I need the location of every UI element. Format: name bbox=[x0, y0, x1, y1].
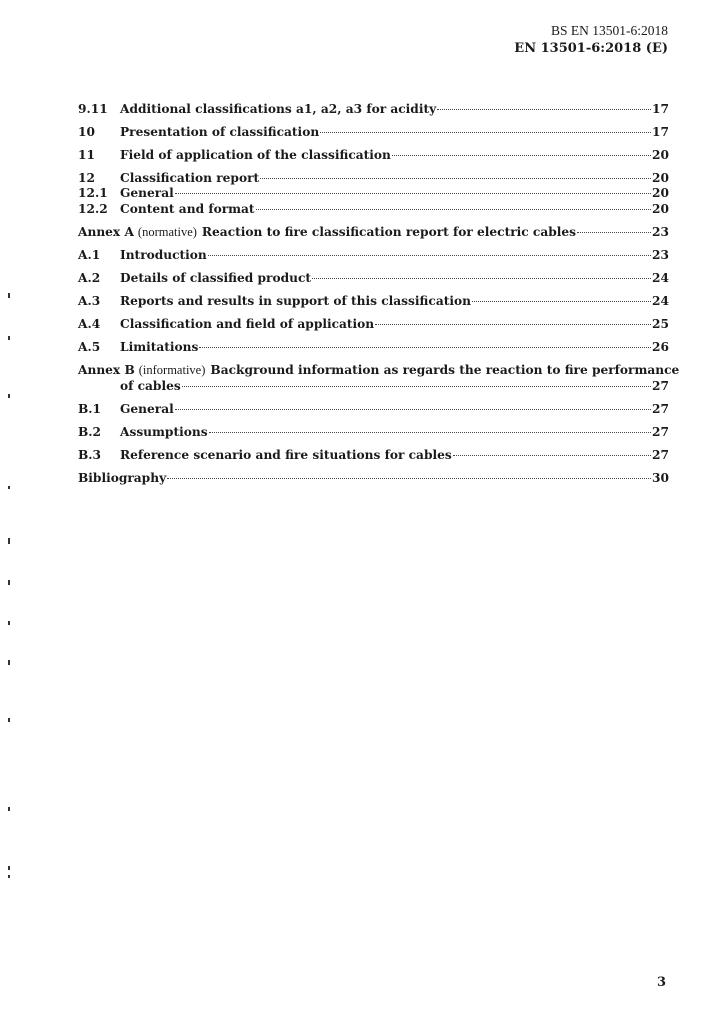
toc-page: 26 bbox=[652, 340, 669, 354]
scan-mark bbox=[8, 293, 10, 298]
toc-number: 10 bbox=[78, 125, 95, 139]
toc-number: A.3 bbox=[78, 294, 101, 308]
toc-entry-b-2[interactable] bbox=[78, 423, 669, 441]
standard-number-european: EN 13501-6:2018 (E) bbox=[514, 41, 668, 56]
toc-entry-annex-b-continued[interactable] bbox=[78, 377, 669, 395]
toc-page: 24 bbox=[652, 271, 669, 285]
toc-title: Assumptions bbox=[120, 425, 208, 439]
toc-title: Reports and results in support of this classification bbox=[120, 294, 471, 308]
annex-kind: (informative) bbox=[138, 363, 206, 377]
leader-dots bbox=[199, 346, 651, 348]
leader-dots bbox=[453, 454, 651, 456]
toc-number: B.1 bbox=[78, 402, 102, 416]
toc-title: Classification report bbox=[120, 171, 260, 185]
leader-dots bbox=[175, 192, 651, 194]
leader-dots bbox=[209, 431, 651, 433]
toc-entry-a-2[interactable] bbox=[78, 269, 669, 287]
toc-title: General bbox=[120, 402, 174, 416]
toc-title: Limitations bbox=[120, 340, 199, 354]
toc-page: 20 bbox=[652, 202, 669, 216]
scan-mark bbox=[8, 718, 10, 722]
toc-page: 25 bbox=[652, 317, 669, 331]
toc-page: 23 bbox=[652, 225, 669, 239]
page-header bbox=[514, 22, 668, 58]
toc-page: 24 bbox=[652, 294, 669, 308]
toc-page: 27 bbox=[652, 402, 669, 416]
leader-dots bbox=[175, 408, 651, 410]
leader-dots bbox=[577, 231, 651, 233]
toc-entry-annex-a[interactable] bbox=[78, 223, 669, 241]
scan-mark bbox=[8, 486, 10, 489]
toc-title: Presentation of classification bbox=[120, 125, 320, 139]
toc-title: Bibliography bbox=[78, 471, 167, 485]
toc-entry-a-4[interactable] bbox=[78, 315, 669, 333]
toc-title: General bbox=[120, 186, 174, 200]
page-number: 3 bbox=[656, 975, 666, 990]
scan-mark bbox=[8, 660, 10, 665]
toc-number: 9.11 bbox=[78, 102, 108, 116]
leader-dots bbox=[256, 208, 651, 210]
leader-dots bbox=[182, 385, 651, 387]
annex-kind: (normative) bbox=[137, 225, 197, 239]
scan-mark bbox=[8, 866, 10, 870]
leader-dots bbox=[208, 254, 651, 256]
toc-page: 17 bbox=[652, 125, 669, 139]
leader-dots bbox=[437, 108, 651, 110]
toc-page: 27 bbox=[652, 425, 669, 439]
toc-page: 27 bbox=[652, 379, 669, 393]
toc-title: Background information as regards the reaction to fire performance bbox=[210, 363, 680, 377]
toc-number: B.2 bbox=[78, 425, 102, 439]
leader-dots bbox=[320, 131, 651, 133]
toc-entry-9-11[interactable] bbox=[78, 100, 669, 118]
toc-page: 23 bbox=[652, 248, 669, 262]
leader-dots bbox=[312, 277, 651, 279]
scan-mark bbox=[8, 621, 10, 625]
scan-mark bbox=[8, 336, 10, 340]
toc-entry-10[interactable] bbox=[78, 123, 669, 141]
toc-number: A.5 bbox=[78, 340, 101, 354]
toc-number: 12.1 bbox=[78, 186, 108, 200]
leader-dots bbox=[375, 323, 651, 325]
leader-dots bbox=[260, 177, 651, 179]
annex-label: Annex A bbox=[78, 225, 134, 239]
scan-mark bbox=[8, 580, 10, 585]
toc-entry-a-1[interactable] bbox=[78, 246, 669, 264]
toc-title: Details of classified product bbox=[120, 271, 312, 285]
toc-page: 20 bbox=[652, 148, 669, 162]
scan-mark bbox=[8, 538, 10, 544]
toc-number: 11 bbox=[78, 148, 95, 162]
scan-mark bbox=[8, 875, 10, 878]
toc-title: Reference scenario and fire situations for cables bbox=[120, 448, 452, 462]
toc-title: Introduction bbox=[120, 248, 207, 262]
toc-title: Classification and field of application bbox=[120, 317, 375, 331]
toc-entry-bibliography[interactable] bbox=[78, 469, 669, 487]
standard-number: BS EN 13501-6:2018 bbox=[550, 23, 668, 38]
toc-page: 20 bbox=[652, 186, 669, 200]
toc-number: A.1 bbox=[78, 248, 101, 262]
leader-dots bbox=[392, 154, 651, 156]
toc-title: Content and format bbox=[120, 202, 255, 216]
toc-page: 30 bbox=[652, 471, 669, 485]
annex-label: Annex B bbox=[78, 363, 135, 377]
toc-page: 17 bbox=[652, 102, 669, 116]
toc-number: 12.2 bbox=[78, 202, 108, 216]
leader-dots bbox=[472, 300, 651, 302]
toc-number: A.2 bbox=[78, 271, 101, 285]
toc-number: 12 bbox=[78, 171, 95, 185]
toc-page: 20 bbox=[652, 171, 669, 185]
toc-entry-b-1[interactable] bbox=[78, 400, 669, 418]
toc-title: Reaction to fire classification report for electric cables bbox=[201, 225, 577, 239]
toc-number: A.4 bbox=[78, 317, 101, 331]
toc-entry-a-3[interactable] bbox=[78, 292, 669, 310]
toc-title: Field of application of the classification bbox=[120, 148, 391, 162]
scan-mark bbox=[8, 807, 10, 811]
toc-title: Additional classifications a1, a2, a3 for acidity bbox=[120, 102, 437, 116]
scan-mark bbox=[8, 394, 10, 398]
toc-entry-b-3[interactable] bbox=[78, 446, 669, 464]
toc-entry-11[interactable] bbox=[78, 146, 669, 164]
toc-entry-12-2[interactable] bbox=[78, 200, 669, 218]
toc-title-continued: of cables bbox=[120, 379, 181, 393]
leader-dots bbox=[167, 477, 651, 479]
toc-entry-a-5[interactable] bbox=[78, 338, 669, 356]
toc-page: 27 bbox=[652, 448, 669, 462]
toc-number: B.3 bbox=[78, 448, 102, 462]
